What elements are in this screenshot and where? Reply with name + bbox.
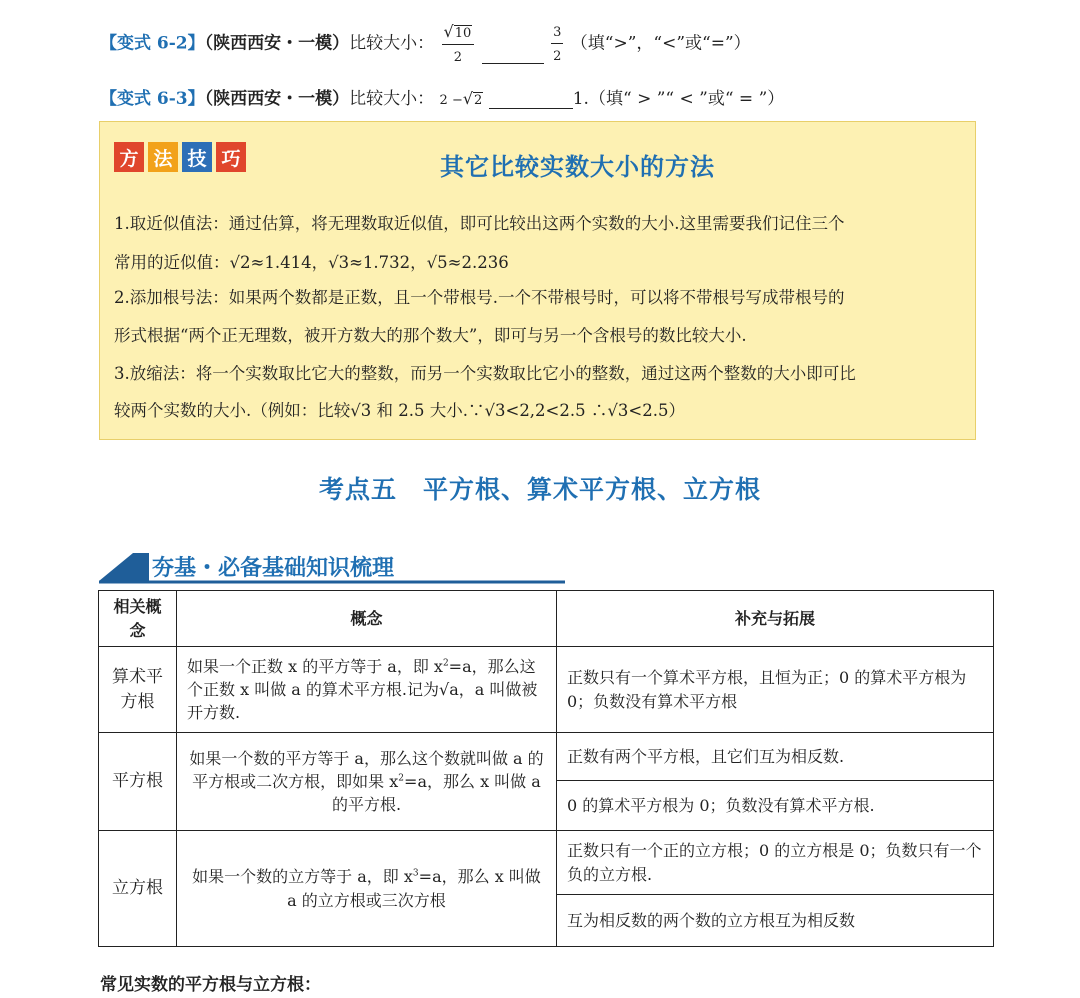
method-tag-badge: 法: [148, 142, 178, 172]
term-cell: 算术平方根: [99, 647, 177, 733]
exponent: 2: [442, 658, 449, 669]
fraction-sqrt10-over-2: [442, 24, 475, 64]
method-line: 常用的近似值：√2≈1.414，√3≈1.732，√5≈2.236: [114, 253, 509, 272]
method-tag-badge: 方: [114, 142, 144, 172]
denominator: 2: [553, 48, 562, 64]
method-line: 较两个实数的大小.（例如：比较√3 和 2.5 大小.∵√3<2,2<2.5 ∴√3<2.5）: [114, 401, 685, 420]
concept-text: 如果一个数的立方等于 a，即 x: [192, 867, 413, 887]
concept-text: 如果一个数的平方等于 a，那么这个数就叫做 a 的平方根或二次方根，即如果 x: [189, 748, 544, 791]
radicand: 2: [474, 93, 483, 108]
knowledge-table: [98, 590, 994, 947]
method-line: 形式根据“两个正无理数，被开方数大的那个数大”，即可与另一个含根号的数比较大小.: [114, 326, 747, 345]
method-box-title: 其它比较实数大小的方法: [440, 152, 715, 181]
method-tag-badges: [114, 142, 246, 172]
concept-cell: [177, 831, 557, 947]
table-header-row: [99, 591, 994, 647]
table-row: [99, 733, 994, 781]
concept-text: 如果一个正数 x 的平方等于 a，即 x: [187, 656, 443, 676]
method-tag-badge: 巧: [216, 142, 246, 172]
band-triangle: [99, 553, 149, 581]
question-tag: 【变式 6-2】: [100, 33, 205, 54]
concept-cell: [177, 733, 557, 831]
numerator: 3: [551, 26, 563, 44]
method-line: 1.取近似值法：通过估算，将无理数取近似值，即可比较出这两个实数的大小.这里需要我们记住三个: [114, 214, 845, 233]
question-hint: （填“>”，“<”或“=”）: [570, 33, 751, 54]
answer-blank: [489, 92, 573, 109]
method-line: 3.放缩法：将一个实数取比它大的整数，而另一个实数取比它小的整数，通过这两个整数的大小即可比: [114, 364, 856, 383]
fraction-3-over-2: [551, 26, 563, 63]
exponent: 2: [398, 773, 405, 784]
term-cell: 平方根: [99, 733, 177, 831]
question-prompt: 比较大小：: [349, 33, 435, 54]
footer-heading: 常见实数的平方根与立方根：: [100, 975, 321, 995]
header-related-concept: 相关概念: [99, 591, 177, 647]
concept-text: =a，那么这个正数 x 叫做 a 的算术平方根.记为√a，a 叫做被开方数.: [187, 656, 538, 723]
sqrt-icon: √: [462, 89, 474, 108]
question-source: （陕西西安・一模）: [204, 33, 350, 54]
method-tag-badge: 技: [182, 142, 212, 172]
question-6-2: [100, 24, 751, 64]
supplement-cell: 正数有两个平方根，且它们互为相反数.: [557, 733, 994, 781]
question-hint: （填“ > ”“ < ”或“ = ”）: [588, 89, 785, 109]
header-concept: 概念: [177, 591, 557, 647]
term-cell: 立方根: [99, 831, 177, 947]
answer-blank: [482, 47, 544, 64]
table-row: [99, 647, 994, 733]
question-tag: 【变式 6-3】: [100, 89, 205, 109]
subsection-title: 夯基・必备基础知识梳理: [152, 556, 395, 581]
supplement-cell: 互为相反数的两个数的立方根互为相反数: [557, 895, 994, 947]
supplement-cell: 正数只有一个正的立方根；0 的立方根是 0；负数只有一个负的立方根.: [557, 831, 994, 895]
supplement-cell: 正数只有一个算术平方根，且恒为正；0 的算术平方根为 0；负数没有算术平方根: [557, 647, 994, 733]
header-supplement: 补充与拓展: [557, 591, 994, 647]
question-source: （陕西西安・一模）: [204, 89, 350, 109]
expression-prefix: 2 −: [439, 93, 463, 108]
table-row: [99, 831, 994, 895]
method-line: 2.添加根号法：如果两个数都是正数，且一个带根号.一个不带根号时，可以将不带根号写成带根号的: [114, 288, 845, 307]
concept-text: =a，那么 x 叫做 a 的平方根.: [331, 771, 541, 815]
question-tail: 1.: [572, 89, 589, 109]
concept-cell: [177, 647, 557, 733]
supplement-cell: 0 的算术平方根为 0；负数没有算术平方根.: [557, 781, 994, 831]
sqrt-icon: √: [443, 22, 454, 41]
question-prompt: 比较大小：: [349, 89, 435, 109]
exponent: 3: [412, 868, 419, 879]
question-6-3: [100, 84, 784, 109]
radicand: 10: [454, 26, 472, 41]
section-title: 考点五 平方根、算术平方根、立方根: [318, 475, 761, 504]
concept-text: =a，那么 x 叫做 a 的立方根或三次方根: [287, 867, 541, 910]
denominator: 2: [453, 50, 463, 65]
